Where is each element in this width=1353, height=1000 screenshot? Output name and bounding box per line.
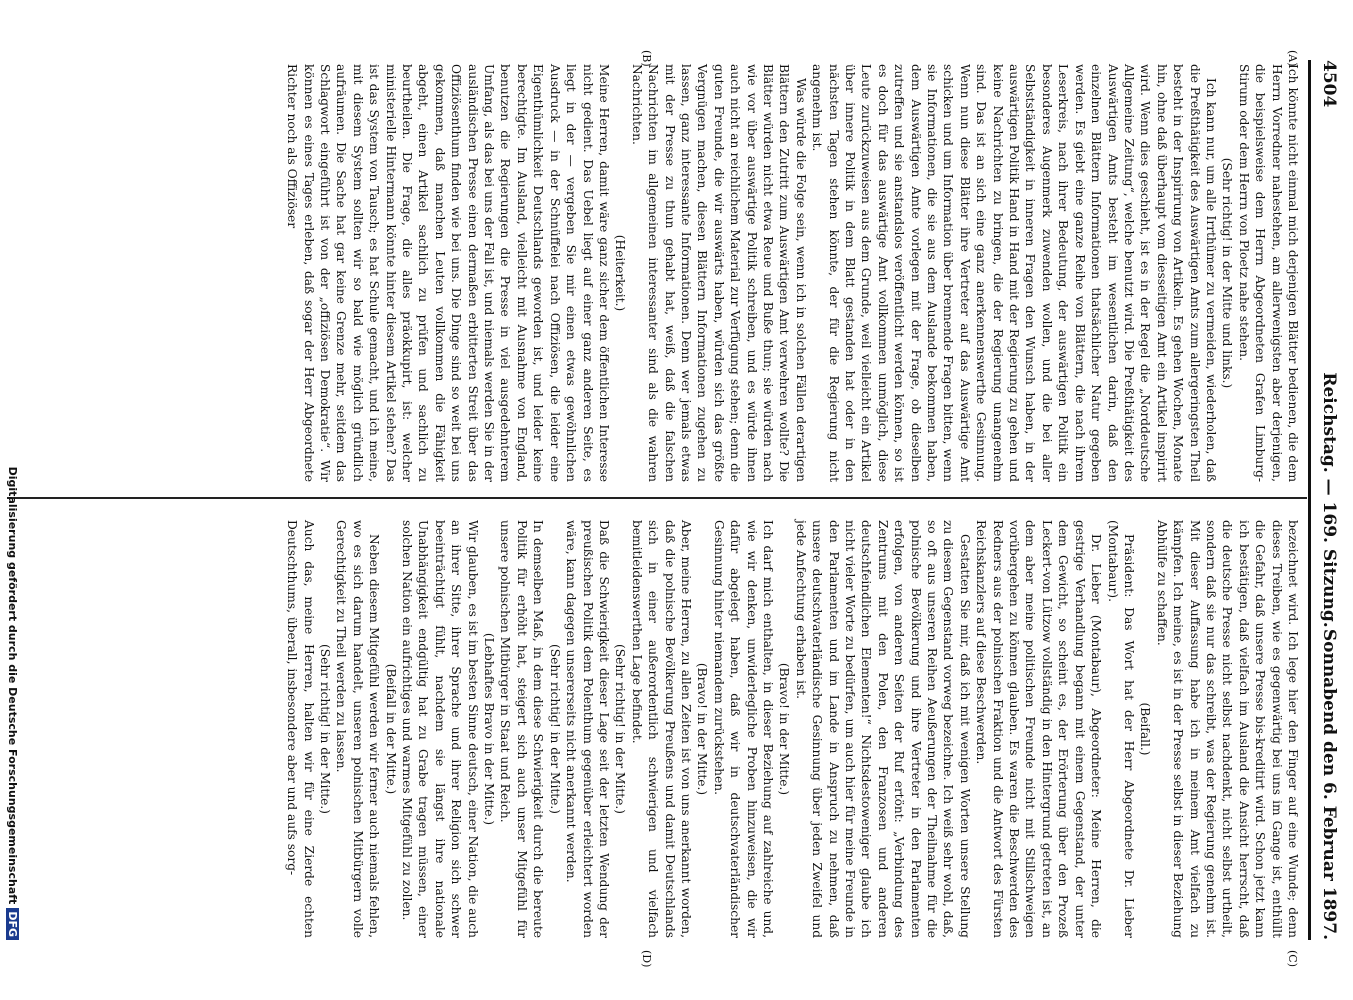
credit-text: Digitalisierung gefördert durch die Deutsche Forschungsgemeinschaft (6, 466, 19, 905)
paragraph: Auch das, meine Herren, halten wir für eine Zierde echten Deutschthums, überall, insbesondere aber und aufs sorg- (285, 520, 316, 938)
interjection: (Sehr richtig! in der Mitte und links.) (1220, 157, 1235, 389)
interjection: (Sehr richtig! in der Mitte.) (318, 644, 333, 814)
paragraph: bezeichnet wird. Ich lege hier den Finger auf eine Wunde; denn dieses Treiben, wie es gegenwärtig bei uns im Gange ist, enthüllt die Gefahr, daß unsere Presse bis-kreditirt wird. Schon jetzt kann ich bestätigen, daß vielfach im Ausland die Ansicht herrscht, daß die deutsche Presse nicht selbst nachdenkt, nicht selbst urtheilt, sondern daß sie nur das schreibt, was der Regierung genehm ist. Mit dieser Auffassung habe ich in meinem Amt vielfach zu kämpfen. Ich meine, es ist in der Presse selbst in dieser Beziehung Abhülfe zu schaffen. (1154, 520, 1300, 938)
interjection: (Sehr richtig! in der Mitte.) (547, 644, 562, 814)
interjection: (Bravo! in der Mitte.) (777, 662, 792, 796)
interjection: (Bravo! in der Mitte.) (695, 662, 710, 796)
dfg-logo: DFG (6, 908, 19, 940)
paragraph: Was würde die Folge sein, wenn ich in solchen Fällen derartigen Blättern den Zutritt zum Auswärtigen Amt verwehren wollte? Die Blätter würden nicht etwa Reue und Buße thun; sie würden nach wie vor über auswärtige Politik schreiben, und es würde ihnen auch nicht an reichlichem Material zur Verfügung stehen; denn die guten Freunde, die wir auswärts haben, würden sich das größte Vergnügen machen, diesen Blättern Informationen zugehen zu lassen, ganz interessante Informationen. Denn wer jemals etwas mit der Presse zu thun gehabt hat, weiß, daß die falschen Nachrichten im allgemeinen interessanter sind als die wahren Nachrichten. (629, 64, 808, 482)
page-header (1308, 60, 1345, 940)
section-marker-a: (A) (1286, 50, 1299, 67)
section-marker-b: (B) (640, 50, 653, 67)
paragraph: Ich darf mich enthalten, in dieser Beziehung auf zahlreiche und, wie wir denken, unwiderlegliche Proben hinzuweisen, die wir dafür abgelegt haben, daß wir in deutschvaterländischer Gesinnung hinter niemandem zurückstehen. (711, 520, 775, 938)
section-marker-c: (C) (1286, 950, 1299, 967)
session-title: Reichstag. — 169. Sitzung. (1319, 372, 1339, 628)
column-divider (7, 497, 1307, 499)
paragraph: Dr. Lieber (Montabaur), Abgeordneter: Meine Herren, die gestrige Verhandlung begann mit einem Gegenstand, der unter dem Gewicht, so scheint es, der Erörterung über den Prozeß Leckert-von Lützow vollständig in den Hintergrund getreten ist, an dem aber meine politischen Freunde nicht mit Stillschweigen vorübergehen zu können glauben. Es waren die Beschwerden des Redners aus der polnischen Fraktion und die Antwort des Fürsten Reichskanzlers auf diese Beschwerden. (974, 520, 1104, 938)
interjection: (Sehr richtig! in der Mitte.) (613, 644, 628, 814)
interjection: (Beifall.) (1138, 702, 1153, 756)
paragraph: In demselben Maß, in dem diese Schwierigkeit durch die bereute Politik für erhöht hat, steigert sich auch unser Mitgefühl für unsere polnischen Mitbürger in Staat und Reich. (498, 520, 546, 938)
section-marker-d: (D) (640, 950, 653, 968)
interjection: (Heiterkeit.) (613, 234, 628, 312)
left-column (284, 64, 1301, 482)
paragraph: Ich kann nur, um alle Irrthümer zu vermeiden, wiederholen, daß die Preßthätigkeit des Auswärtigen Amts zum allergeringsten Theil besteht in der Inspirirung von Artikeln. Es gehen Wochen, Monate hin, ohne daß überhaupt vom diesseitigen Amt ein Artikel inspirirt wird. Wenn dies geschieht, ist es in der Regel die „Norddeutsche Allgemeine Zeitung“, welche benutzt wird. Die Preßthätigkeit des Auswärtigen Amts besteht im wesentlichen darin, daß den einzelnen Blättern Informationen thatsächlicher Natur gegeben werden. Es giebt eine ganze Reihe von Blättern, die nach ihrem Leserkreis, nach ihrer Bedeutung, der auswärtigen Politik ein besonderes Augenmerk zuwenden wollen, und die bei aller Selbstständigkeit in inneren Fragen den Wunsch haben, in der auswärtigen Politik Hand in Hand mit der Regierung zu gehen und keine Nachrichten zu bringen, die der Regierung unangenehm sind. Das ist an sich eine ganz anerkennenswerthe Gesinnung. Wenn nun diese Blätter ihre Vertreter auf das Auswärtige Amt schicken und um Information über brennende Fragen bitten, wenn sie Informationen, die sie aus dem Auslande bekommen haben, dem Auswärtigen Amte vorlegen mit der Frage, ob dieselben zutreffen und sie anstandslos veröffentlicht werden können, so ist es doch für das auswärtige Amt vollkommen unmöglich, diese Leute zurückzuweisen aus dem Grunde, weil vielleicht ein Artikel über innere Politik in dem Blatt gestanden hat oder in den nächsten Tagen stehen könnte, der für die Regierung nicht angenehm ist. (810, 64, 1218, 482)
session-date: Sonnabend den 6. Februar 1897. (1319, 628, 1339, 940)
interjection: (Beifall in der Mitte.) (383, 663, 398, 795)
right-column (284, 520, 1301, 938)
paragraph: Aber, meine Herren, zu allen Zeiten ist von uns anerkannt worden, daß die polnische Bevölkerung Preußens und damit Deutschlands sich in einer außerordentlich schwierigen und vielfach bemitleidenswerthen Lage befindet. (629, 520, 693, 938)
paragraph: Ich könnte nicht einmal mich derjenigen Blätter bedienen, die dem Herrn Vorredner nahestehen, am allerwenigsten aber derjenigen, die beispielsweise dem Herrn Abgeordneten Grafen Limburg-Stirum oder dem Herrn von Ploetz nahe stehen. (1236, 64, 1300, 482)
page-number: 4504 (1319, 60, 1339, 108)
interjection: (Lebhaftes Bravo in der Mitte.) (482, 632, 497, 826)
paragraph: Daß die Schwierigkeit dieser Lage seit der letzten Wendung der preußischen Politik dem Polenthum gegenüber erleichtert worden wäre, kann dagegen unsererseits nicht anerkannt werden. (564, 520, 611, 938)
paragraph: Wir glauben, es ist im besten Sinne deutsch, einer Nation, die auch an ihrer Sitte, ihrer Sprache und ihrer Religion sich schwer beeinträchtigt fühlt, nachdem sie längst ihre nationale Unabhängigkeit endgültig hat zu Grabe tragen müssen, einer solchen Nation ein aufrichtiges und warmes Mitgefühl zu zollen. (400, 520, 480, 938)
paragraph: Gestatten Sie mir, daß ich mit wenigen Worten unsere Stellung zu diesem Gegenstand vorweg bezeichne. Ich weiß sehr wohl, daß, so oft aus unseren Reihen Aeußerungen der Theilnahme für die polnische Bevölkerung und ihre Vertreter in den Parlamenten erfolgen, von anderen Seiten der Ruf ertönt: „Verbindung des Zentrums mit den Polen, den Franzosen und anderen deutschfeindlichen Elementen!“ Nichtsdestoweniger glaube ich nicht vieler Worte zu bedürfen, um auch hier für meine Freunde in den Parlamenten und im Lande in Anspruch zu nehmen, daß unsere deutschvaterländische Gesinnung über jeden Zweifel und jede Anfechtung erhaben ist. (793, 520, 972, 938)
paragraph: Präsident: Das Wort hat der Herr Abgeordnete Dr. Lieber (Montabaur). (1105, 520, 1136, 938)
digitization-credit (6, 467, 19, 940)
paragraph: Neben diesem Mitgefühl werden wir ferner auch niemals fehlen, wo es sich darum handelt, unseren polnischen Mitbürgern volle Gerechtigkeit zu Theil werden zu lassen. (334, 520, 382, 938)
paragraph: Meine Herren, damit wäre ganz sicher dem öffentlichen Interesse nicht gedient. Das Uebel liegt auf einer ganz anderen Seite, es liegt in der — vergeben Sie mir einen etwas gewöhnlichen Ausdruck — in der Schnüffelei nach Offiziösen, die leider eine Eigenthümlichkeit Deutschlands geworden ist, und leider keine berechtigte. Im Ausland, vielleicht mit Ausnahme von England, benutzen die Regierungen die Presse in viel ausgedehnterem Umfang, als das bei uns der Fall ist, und niemals werden Sie in der ausländischen Presse einen dermaßen erbitterten Streit über das Offiziösenthum finden wie bei uns. Die Dinge sind so weit bei uns gekommen, daß manchen Leuten vollkommen die Fähigkeit abgeht, einen Artikel sachlich zu prüfen und sachlich zu beurtheilen. Die Frage, die alles präokkupirt, ist: welcher ministerielle Hintermann könnte hinter diesem Artikel stehen? Das ist das System von Tausch; es hat Schule gemacht, und ich meine, mit diesem System sollten wir so bald wie möglich gründlich aufräumen. Die Sache hat gar keine Grenze mehr, seitdem das Schlagwort eingeführt ist von der „offiziösen Demokratie“. Wir können es eines Tages erleben, daß sogar der Herr Abgeordnete Richter noch als Offiziöser (285, 64, 611, 482)
